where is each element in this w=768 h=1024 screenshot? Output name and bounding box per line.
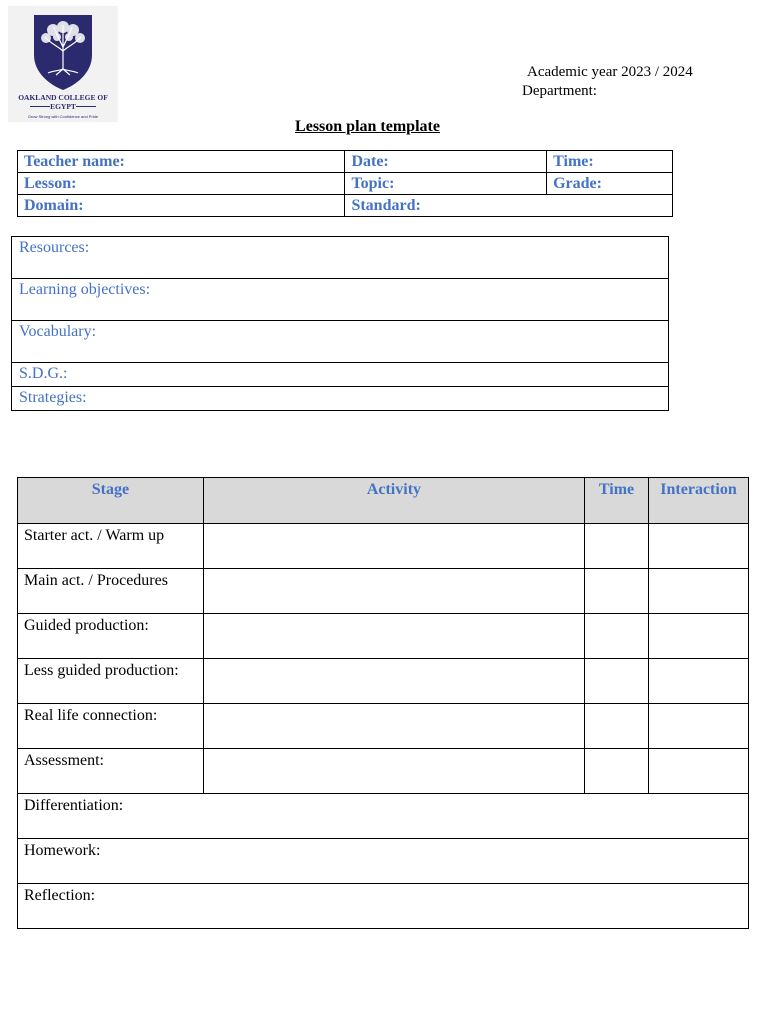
page-title: Lesson plan template: [295, 118, 440, 135]
logo-rule-right: [76, 106, 96, 107]
table-row: [18, 884, 749, 929]
time-field[interactable]: Time:: [547, 151, 673, 173]
table-row: [18, 749, 749, 794]
interaction-cell[interactable]: [649, 659, 749, 704]
resources-field[interactable]: Resources:: [12, 237, 669, 279]
reflection-field[interactable]: Reflection:: [18, 884, 749, 929]
time-column-header: Time: [585, 478, 649, 524]
interaction-cell[interactable]: [649, 614, 749, 659]
table-row: [18, 794, 749, 839]
stage-cell: Assessment:: [18, 749, 204, 794]
vocabulary-field[interactable]: Vocabulary:: [12, 321, 669, 363]
table-row: [18, 569, 749, 614]
activity-cell[interactable]: [203, 524, 584, 569]
interaction-cell[interactable]: [649, 749, 749, 794]
logo-name-line2: EGYPT: [50, 102, 76, 111]
info-row: [18, 195, 673, 217]
school-logo: [8, 6, 118, 122]
date-field[interactable]: Date:: [345, 151, 547, 173]
time-cell[interactable]: [585, 704, 649, 749]
sdg-field[interactable]: S.D.G.:: [12, 363, 669, 387]
learning-objectives-field[interactable]: Learning objectives:: [12, 279, 669, 321]
info-row: [18, 151, 673, 173]
lesson-stages-table: [17, 477, 749, 929]
logo-tagline: Grow Strong with Confidence and Pride: [27, 114, 99, 119]
activity-cell[interactable]: [203, 659, 584, 704]
stage-cell: Less guided production:: [18, 659, 204, 704]
lesson-details-table: [11, 236, 669, 411]
activity-cell[interactable]: [203, 614, 584, 659]
standard-field[interactable]: Standard:: [345, 195, 673, 217]
stages-header-row: [18, 478, 749, 524]
logo-name-line1: OAKLAND COLLEGE OF: [18, 93, 108, 102]
department-label: Department:: [522, 83, 597, 99]
strategies-field[interactable]: Strategies:: [12, 387, 669, 411]
details-row: [12, 237, 669, 279]
table-row: [18, 659, 749, 704]
activity-cell[interactable]: [203, 569, 584, 614]
table-row: [18, 614, 749, 659]
time-cell[interactable]: [585, 569, 649, 614]
stage-column-header: Stage: [18, 478, 204, 524]
grade-field[interactable]: Grade:: [547, 173, 673, 195]
logo-rule-left: [30, 106, 50, 107]
time-cell[interactable]: [585, 524, 649, 569]
time-cell[interactable]: [585, 659, 649, 704]
details-row: [12, 363, 669, 387]
stage-cell: Starter act. / Warm up: [18, 524, 204, 569]
interaction-cell[interactable]: [649, 569, 749, 614]
tree-shield-icon: [32, 13, 94, 91]
time-cell[interactable]: [585, 614, 649, 659]
time-cell[interactable]: [585, 749, 649, 794]
homework-field[interactable]: Homework:: [18, 839, 749, 884]
details-row: [12, 387, 669, 411]
activity-column-header: Activity: [203, 478, 584, 524]
interaction-cell[interactable]: [649, 524, 749, 569]
activity-cell[interactable]: [203, 704, 584, 749]
details-row: [12, 321, 669, 363]
interaction-column-header: Interaction: [649, 478, 749, 524]
teacher-name-field[interactable]: Teacher name:: [18, 151, 345, 173]
lesson-field[interactable]: Lesson:: [18, 173, 345, 195]
activity-cell[interactable]: [203, 749, 584, 794]
details-row: [12, 279, 669, 321]
table-row: [18, 704, 749, 749]
domain-field[interactable]: Domain:: [18, 195, 345, 217]
lesson-info-table: [17, 150, 673, 217]
info-row: [18, 173, 673, 195]
stage-cell: Main act. / Procedures: [18, 569, 204, 614]
interaction-cell[interactable]: [649, 704, 749, 749]
differentiation-field[interactable]: Differentiation:: [18, 794, 749, 839]
table-row: [18, 524, 749, 569]
stage-cell: Real life connection:: [18, 704, 204, 749]
academic-year: Academic year 2023 / 2024: [527, 64, 693, 80]
topic-field[interactable]: Topic:: [345, 173, 547, 195]
table-row: [18, 839, 749, 884]
stage-cell: Guided production:: [18, 614, 204, 659]
